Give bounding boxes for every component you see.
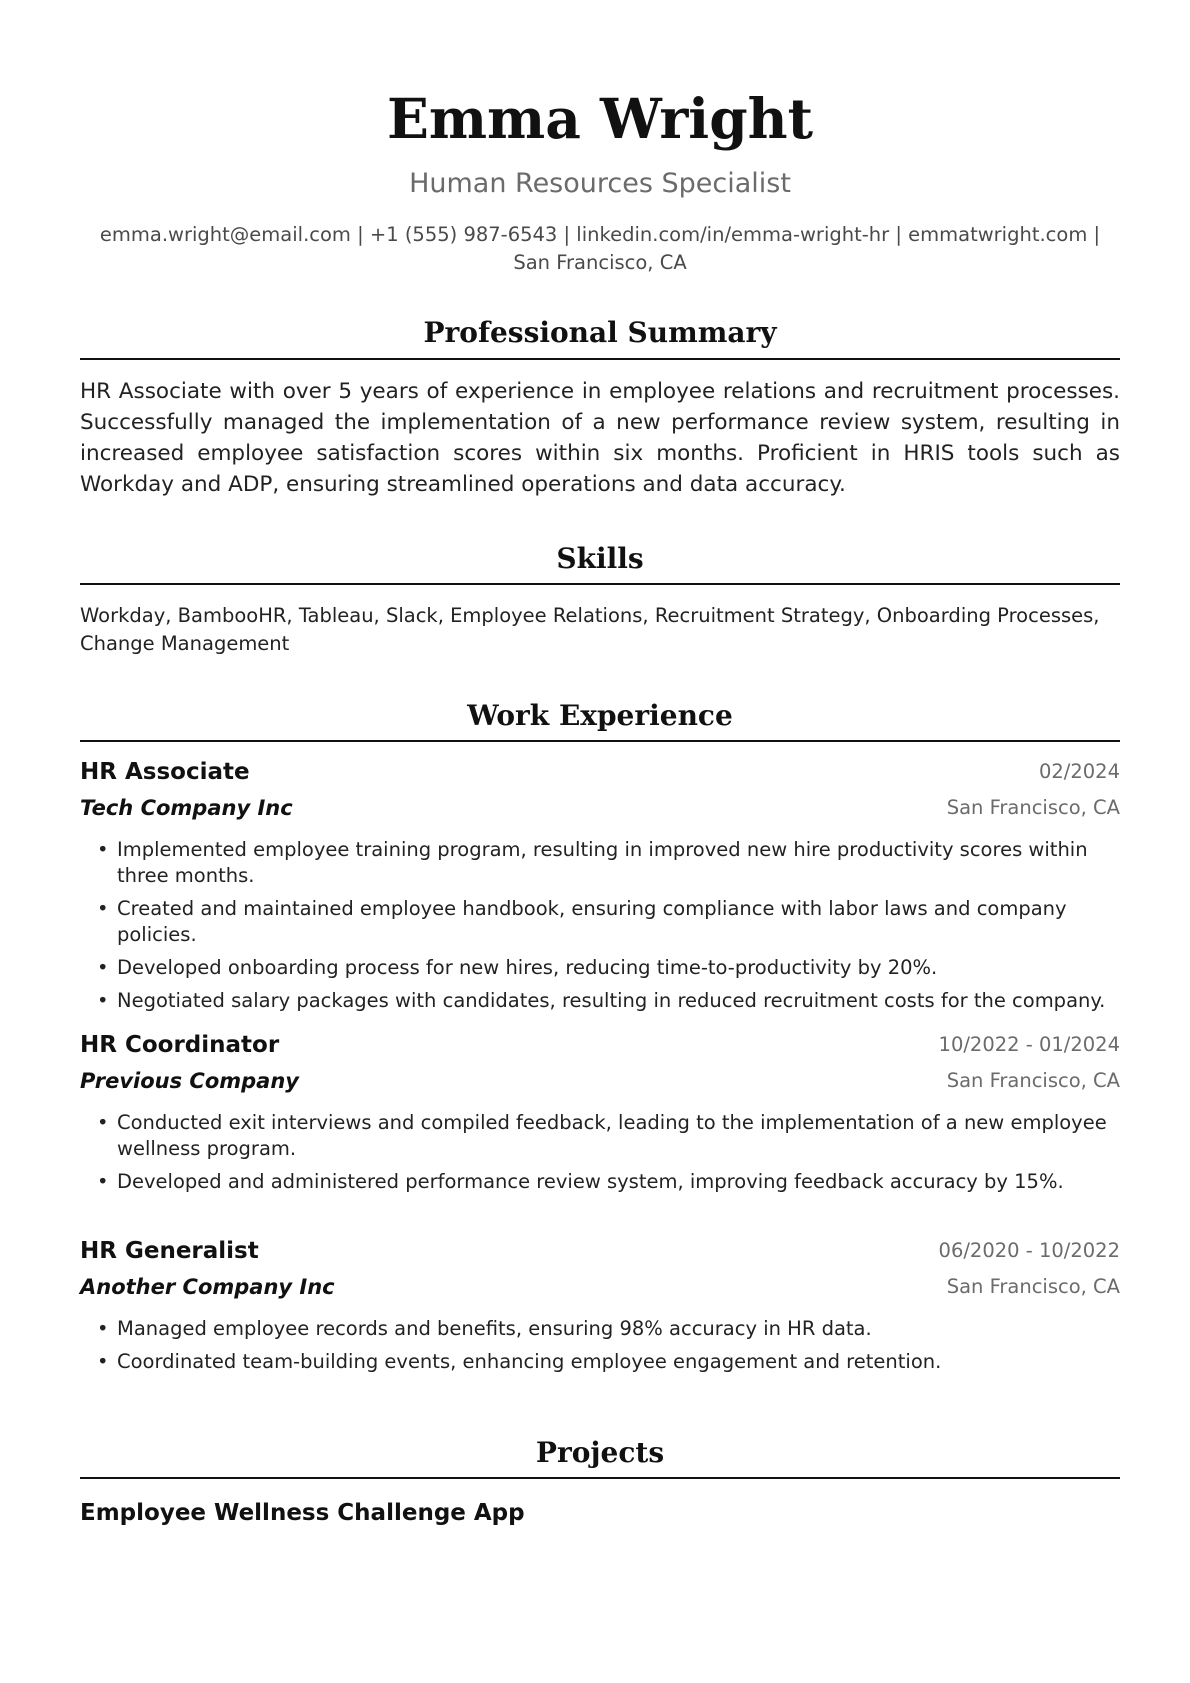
job-date: 02/2024 bbox=[1038, 760, 1120, 783]
list-item bbox=[80, 1316, 1120, 1342]
section-divider bbox=[80, 1477, 1120, 1479]
bullet-icon: • bbox=[97, 1317, 109, 1340]
list-item bbox=[80, 837, 1120, 889]
candidate-role: Human Resources Specialist bbox=[409, 168, 791, 199]
job-location: San Francisco, CA bbox=[946, 1275, 1120, 1298]
bullet-icon: • bbox=[97, 1111, 109, 1134]
list-item bbox=[80, 1169, 1120, 1195]
job-company: Tech Company Inc bbox=[80, 796, 293, 820]
bullet-text: Conducted exit interviews and compiled feedback, leading to the implementation of a new employee wellness program. bbox=[117, 1111, 1107, 1160]
section-title-summary: Professional Summary bbox=[423, 316, 777, 349]
bullet-text: Developed onboarding process for new hires, reducing time-to-productivity by 20%. bbox=[117, 956, 938, 979]
job-location: San Francisco, CA bbox=[946, 1069, 1120, 1092]
job-date: 06/2020 - 10/2022 bbox=[938, 1239, 1120, 1262]
section-title-projects: Projects bbox=[535, 1436, 665, 1469]
job-title: HR Coordinator bbox=[80, 1032, 280, 1058]
list-item bbox=[80, 1349, 1120, 1375]
job-bullets bbox=[80, 1110, 1120, 1202]
job-bullets bbox=[80, 837, 1120, 1021]
bullet-text: Coordinated team-building events, enhancing employee engagement and retention. bbox=[117, 1350, 942, 1373]
bullet-icon: • bbox=[97, 956, 109, 979]
job-bullets bbox=[80, 1316, 1120, 1382]
section-divider bbox=[80, 358, 1120, 360]
bullet-text: Managed employee records and benefits, ensuring 98% accuracy in HR data. bbox=[117, 1317, 872, 1340]
bullet-icon: • bbox=[97, 897, 109, 920]
bullet-text: Implemented employee training program, resulting in improved new hire productivity scores within three months. bbox=[117, 838, 1088, 887]
job-title: HR Generalist bbox=[80, 1238, 259, 1264]
bullet-icon: • bbox=[97, 838, 109, 861]
section-divider bbox=[80, 740, 1120, 742]
bullet-text: Negotiated salary packages with candidates, resulting in reduced recruitment costs for the company. bbox=[117, 989, 1106, 1012]
section-title-skills: Skills bbox=[556, 542, 644, 575]
bullet-text: Created and maintained employee handbook, ensuring compliance with labor laws and company policies. bbox=[117, 897, 1067, 946]
list-item bbox=[80, 896, 1120, 948]
candidate-name: Emma Wright bbox=[386, 86, 814, 151]
job-company: Previous Company bbox=[80, 1069, 299, 1093]
job-title: HR Associate bbox=[80, 759, 250, 785]
job-company: Another Company Inc bbox=[80, 1275, 335, 1299]
bullet-icon: • bbox=[97, 1350, 109, 1373]
bullet-icon: • bbox=[97, 989, 109, 1012]
skills-text: Workday, BambooHR, Tableau, Slack, Employee Relations, Recruitment Strategy, Onboarding Processes, Change Management bbox=[80, 604, 1100, 655]
job-date: 10/2022 - 01/2024 bbox=[938, 1033, 1120, 1056]
contact-line: emma.wright@email.com | +1 (555) 987-6543 | linkedin.com/in/emma-wright-hr | emmatwright.com | San Francisco, CA bbox=[99, 223, 1101, 274]
job-location: San Francisco, CA bbox=[946, 796, 1120, 819]
bullet-text: Developed and administered performance review system, improving feedback accuracy by 15%. bbox=[117, 1170, 1064, 1193]
project-title: Employee Wellness Challenge App bbox=[80, 1500, 525, 1526]
section-title-experience: Work Experience bbox=[467, 699, 733, 732]
list-item bbox=[80, 1110, 1120, 1162]
list-item bbox=[80, 988, 1120, 1014]
list-item bbox=[80, 955, 1120, 981]
summary-text: HR Associate with over 5 years of experience in employee relations and recruitment processes. Successfully managed the implementation of a new performance review system, resulting in increased employee satisfaction scores within six months. Proficient in HRIS tools such as Workday and ADP, ensuring streamlined operations and data accuracy. bbox=[80, 379, 1120, 497]
bullet-icon: • bbox=[97, 1170, 109, 1193]
section-divider bbox=[80, 583, 1120, 585]
